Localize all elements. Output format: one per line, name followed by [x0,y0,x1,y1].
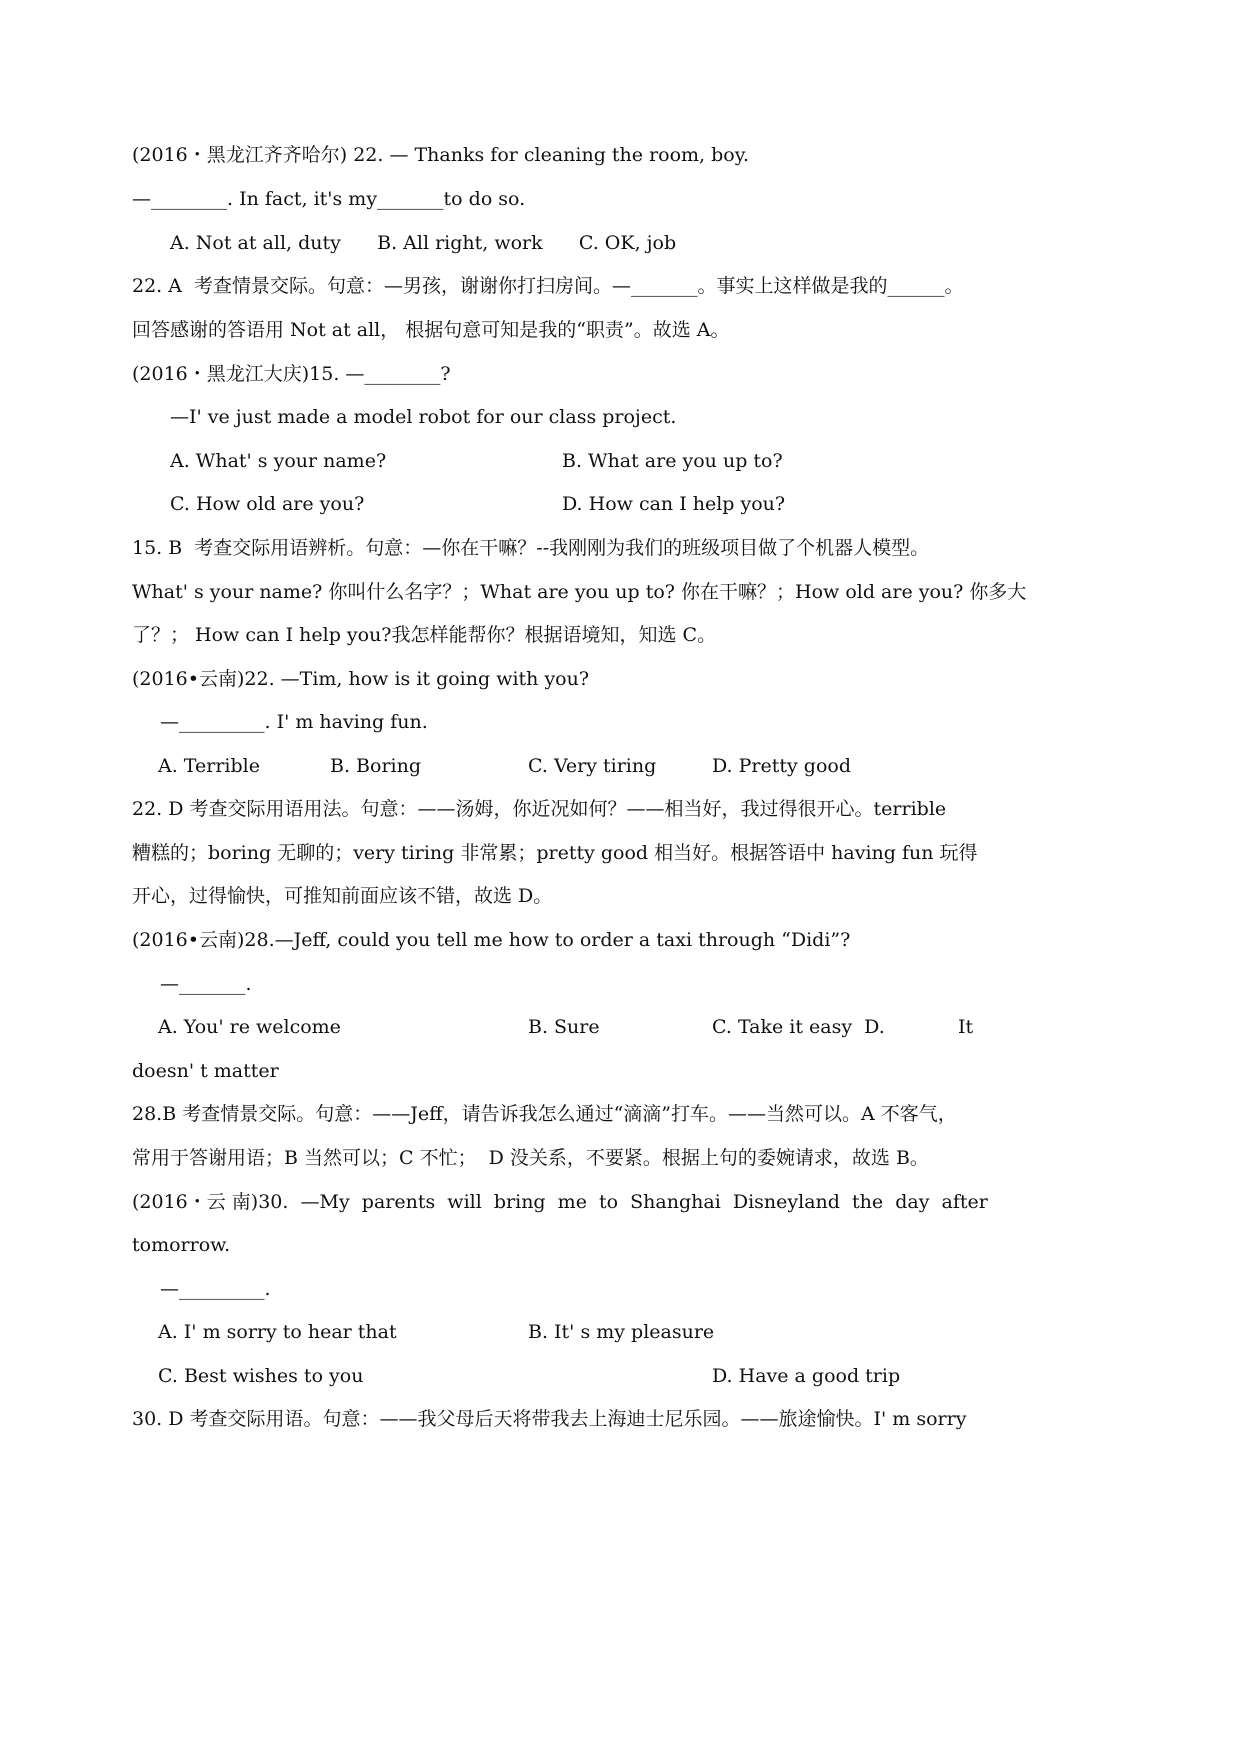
q15-option-d: D. How can I help you? [562,493,786,515]
yn30-option-b: B. It' s my pleasure [528,1321,715,1343]
q15-option-a: A. What' s your name? [170,450,387,472]
q22-answer-line: —________. In fact, it's my_______to do so. [132,188,526,210]
yn22-reply-line: —_________. I' m having fun. [160,711,428,733]
yn30-source-line: (2016・云 南)30. —My parents will bring me to Shanghai Disneyland the day after [132,1191,988,1213]
yn28-option-c-d: C. Take it easy D. [712,1016,885,1038]
q15-explanation-3: 了？； How can I help you?我怎样能帮你？根据语境知，知选 C。 [132,624,717,646]
yn22-explanation-2: 糟糕的；boring 无聊的；very tiring 非常累；pretty good 相当好。根据答语中 having fun 玩得 [132,842,978,864]
yn22-explanation-3: 开心，过得愉快，可推知前面应该不错，故选 D。 [132,885,553,907]
q15-option-c: C. How old are you? [170,493,365,515]
yn22-explanation-1: 22. D 考查交际用语用法。句意：——汤姆，你近况如何？——相当好，我过得很开心。terrible [132,798,947,820]
yn22-option-c: C. Very tiring [528,755,657,777]
yn28-option-a: A. You' re welcome [158,1016,341,1038]
yn28-reply-line: —_______. [160,973,252,995]
yn30-option-c: C. Best wishes to you [158,1365,364,1387]
yn22-option-b: B. Boring [330,755,422,777]
q15-source-line: (2016・黑龙江大庆)15. —________? [132,363,451,385]
yn30-explanation-1: 30. D 考查交际用语。句意：——我父母后天将带我去上海迪士尼乐园。——旅途愉快。I' m sorry [132,1408,967,1430]
yn30-source-line-2: tomorrow. [132,1234,231,1256]
q15-option-b: B. What are you up to? [562,450,783,472]
q15-explanation-2: What' s your name? 你叫什么名字？；What are you up to? 你在干嘛？；How old are you? 你多大 [132,581,1027,603]
yn22-option-a: A. Terrible [158,755,260,777]
q22-explanation-1: 22. A 考查情景交际。句意：—男孩，谢谢你打扫房间。—_______。事实上这样做是我的______。 [132,275,964,297]
yn28-option-d-start: It [958,1016,974,1038]
yn28-option-b: B. Sure [528,1016,600,1038]
yn28-explanation-2: 常用于答谢用语；B 当然可以；C 不忙； D 没关系，不要紧。根据上句的委婉请求，故选 B。 [132,1147,929,1169]
q22-explanation-2: 回答感谢的答语用 Not at all， 根据句意可知是我的“职责”。故选 A。 [132,319,730,341]
q15-explanation-1: 15. B 考查交际用语辨析。句意：—你在干嘛？--我刚刚为我们的班级项目做了个机器人模型。 [132,537,930,559]
yn22-option-d: D. Pretty good [712,755,851,777]
q15-reply-line: —I' ve just made a model robot for our class project. [170,406,677,428]
yn30-option-a: A. I' m sorry to hear that [158,1321,397,1343]
q22-source-line: (2016・黑龙江齐齐哈尔) 22. — Thanks for cleaning the room, boy. [132,144,749,166]
yn22-source-line: (2016•云南)22. —Tim, how is it going with you? [132,668,590,690]
yn30-option-d: D. Have a good trip [712,1365,901,1387]
yn28-explanation-1: 28.B 考查情景交际。句意：——Jeff，请告诉我怎么通过“滴滴”打车。——当然可以。A 不客气， [132,1103,957,1125]
q22-options: A. Not at all, duty B. All right, work C. OK, job [170,232,677,254]
yn28-option-d-end: doesn' t matter [132,1060,279,1082]
yn30-reply-line: —_________. [160,1278,271,1300]
yn28-source-line: (2016•云南)28.—Jeff, could you tell me how to order a taxi through “Didi”? [132,929,851,951]
